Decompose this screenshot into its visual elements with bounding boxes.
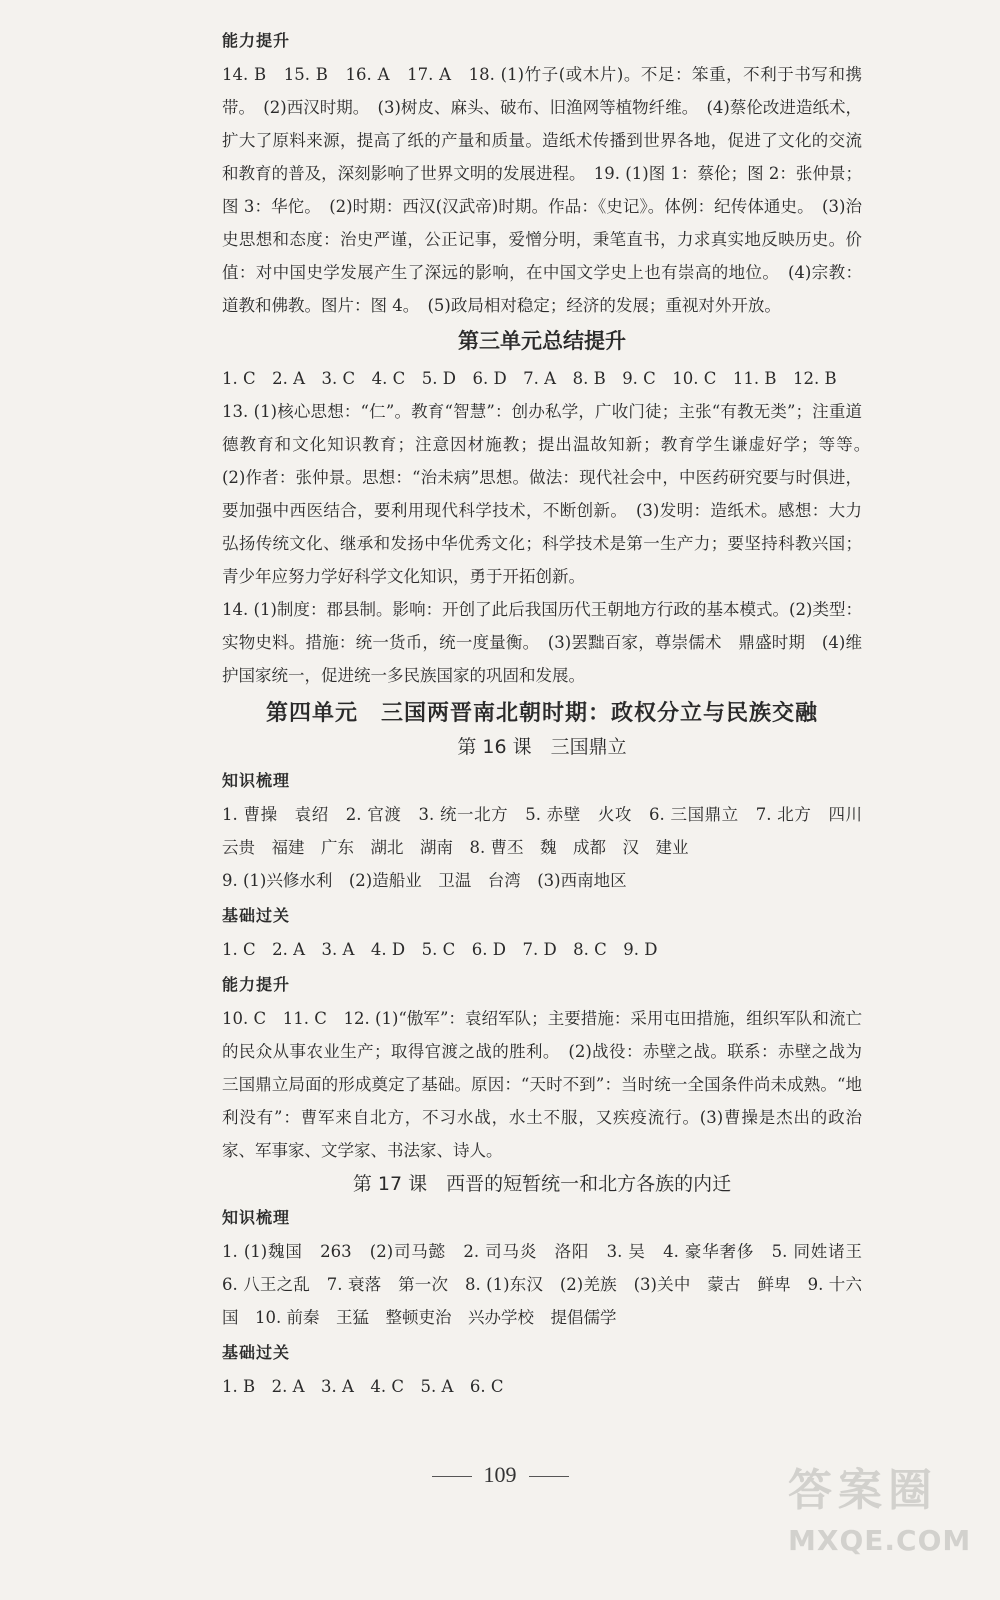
watermark-logo [788,1454,978,1574]
answer-paragraph: 14. (1)制度：郡县制。影响：开创了此后我国历代王朝地方行政的基本模式。(2)类型：实物史料。措施：统一货币，统一度量衡。 (3)罢黜百家，尊崇儒术 鼎盛时期 (4)维护国家统一，促进统一多民族国家的巩固和发展。 [222,600,862,685]
section-label: 能力提升 [222,975,291,994]
watermark-url: MXQE.COM [788,1524,972,1557]
answer-paragraph: 14. B 15. B 16. A 17. A 18. (1)竹子(或木片)。不足：笨重，不利于书写和携带。 (2)西汉时期。 (3)树皮、麻头、破布、旧渔网等植物纤维。 (4)蔡伦改进造纸术，扩大了原料来源，提高了纸的产量和质量。造纸术传播到世界各地，促进了文化的交流和教育的普及，深刻影响了世界文明的发展进程。 19. (1)图 1：蔡伦；图 2：张仲景；图 3：华佗。 (2)时期：西汉(汉武帝)时期。作品：《史记》。体例：纪传体通史。 (3)治史思想和态度：治史严谨，公正记事，爱憎分明，秉笔直书，力求真实地反映历史。价值：对中国史学发展产生了深远的影响，在中国文学史上也有崇高的地位。 (4)宗教：道教和佛教。图片：图 4。 (5)政局相对稳定；经济的发展；重视对外开放。 [222,65,862,315]
unit-summary-heading: 第三单元总结提升 [458,329,626,353]
page-number-text: 109 [483,1462,517,1487]
unit-heading: 第四单元 三国两晋南北朝时期：政权分立与民族交融 [265,701,818,726]
section-label: 能力提升 [222,31,291,50]
answer-paragraph: 1. (1)魏国 263 (2)司马懿 2. 司马炎 洛阳 3. 吴 4. 豪华奢侈 5. 同姓诸王 6. 八王之乱 7. 衰落 第一次 8. (1)东汉 (2)羌族 (3)关中 蒙古 鲜卑 9. 十六国 10. 前秦 王猛 整顿吏治 兴办学校 提倡儒学 [222,1242,879,1327]
section-label: 基础过关 [222,1343,291,1362]
lesson-heading: 第 17 课 西晋的短暂统一和北方各族的内迁 [352,1173,732,1195]
answer-paragraph: 9. (1)兴修水利 (2)造船业 卫温 台湾 (3)西南地区 [222,871,627,890]
answer-paragraph: 13. (1)核心思想：“仁”。教育“智慧”：创办私学，广收门徒；主张“有教无类”；注重道德教育和文化知识教育；注意因材施教；提出温故知新；教育学生谦虚好学；等等。 (2)作者：张仲景。思想：“治未病”思想。做法：现代社会中，中医药研究要与时俱进，要加强中西医结合，要利用现代科学技术，不断创新。 (3)发明：造纸术。感想：大力弘扬传统文化、继承和发扬中华优秀文化；科学技术是第一生产力；要坚持科教兴国；青少年应努力学好科学文化知识，勇于开拓创新。 [222,402,879,586]
section-label: 知识梳理 [222,1208,291,1227]
answer-paragraph: 1. C 2. A 3. A 4. D 5. C 6. D 7. D 8. C 9. D [222,940,658,959]
answer-paragraph: 1. 曹操 袁绍 2. 官渡 3. 统一北方 5. 赤壁 火攻 6. 三国鼎立 7. 北方 四川 云贵 福建 广东 湖北 湖南 8. 曹丕 魏 成都 汉 建业 [222,805,879,857]
answer-paragraph: 1. B 2. A 3. A 4. C 5. A 6. C [222,1377,504,1396]
answer-paragraph: 1. C 2. A 3. C 4. C 5. D 6. D 7. A 8. B 9. C 10. C 11. B 12. B [222,369,837,388]
page-number-dash-left [432,1476,472,1477]
answer-paragraph: 10. C 11. C 12. (1)“傲军”：袁绍军队；主要措施：采用屯田措施，组织军队和流亡的民众从事农业生产；取得官渡之战的胜利。 (2)战役：赤壁之战。联系：赤壁之战为三国鼎立局面的形成奠定了基础。原因：“天时不到”：当时统一全国条件尚未成熟。“地利没有”：曹军来自北方，不习水战，水土不服，又疾疫流行。(3)曹操是杰出的政治家、军事家、文学家、书法家、诗人。 [222,1009,862,1160]
lesson-heading: 第 16 课 三国鼎立 [457,736,627,758]
section-label: 知识梳理 [222,771,291,790]
answer-page-content [222,22,879,1403]
section-label: 基础过关 [222,906,291,925]
watermark-cn: 答案圈 [788,1465,938,1516]
page-number-dash-right [529,1476,569,1477]
